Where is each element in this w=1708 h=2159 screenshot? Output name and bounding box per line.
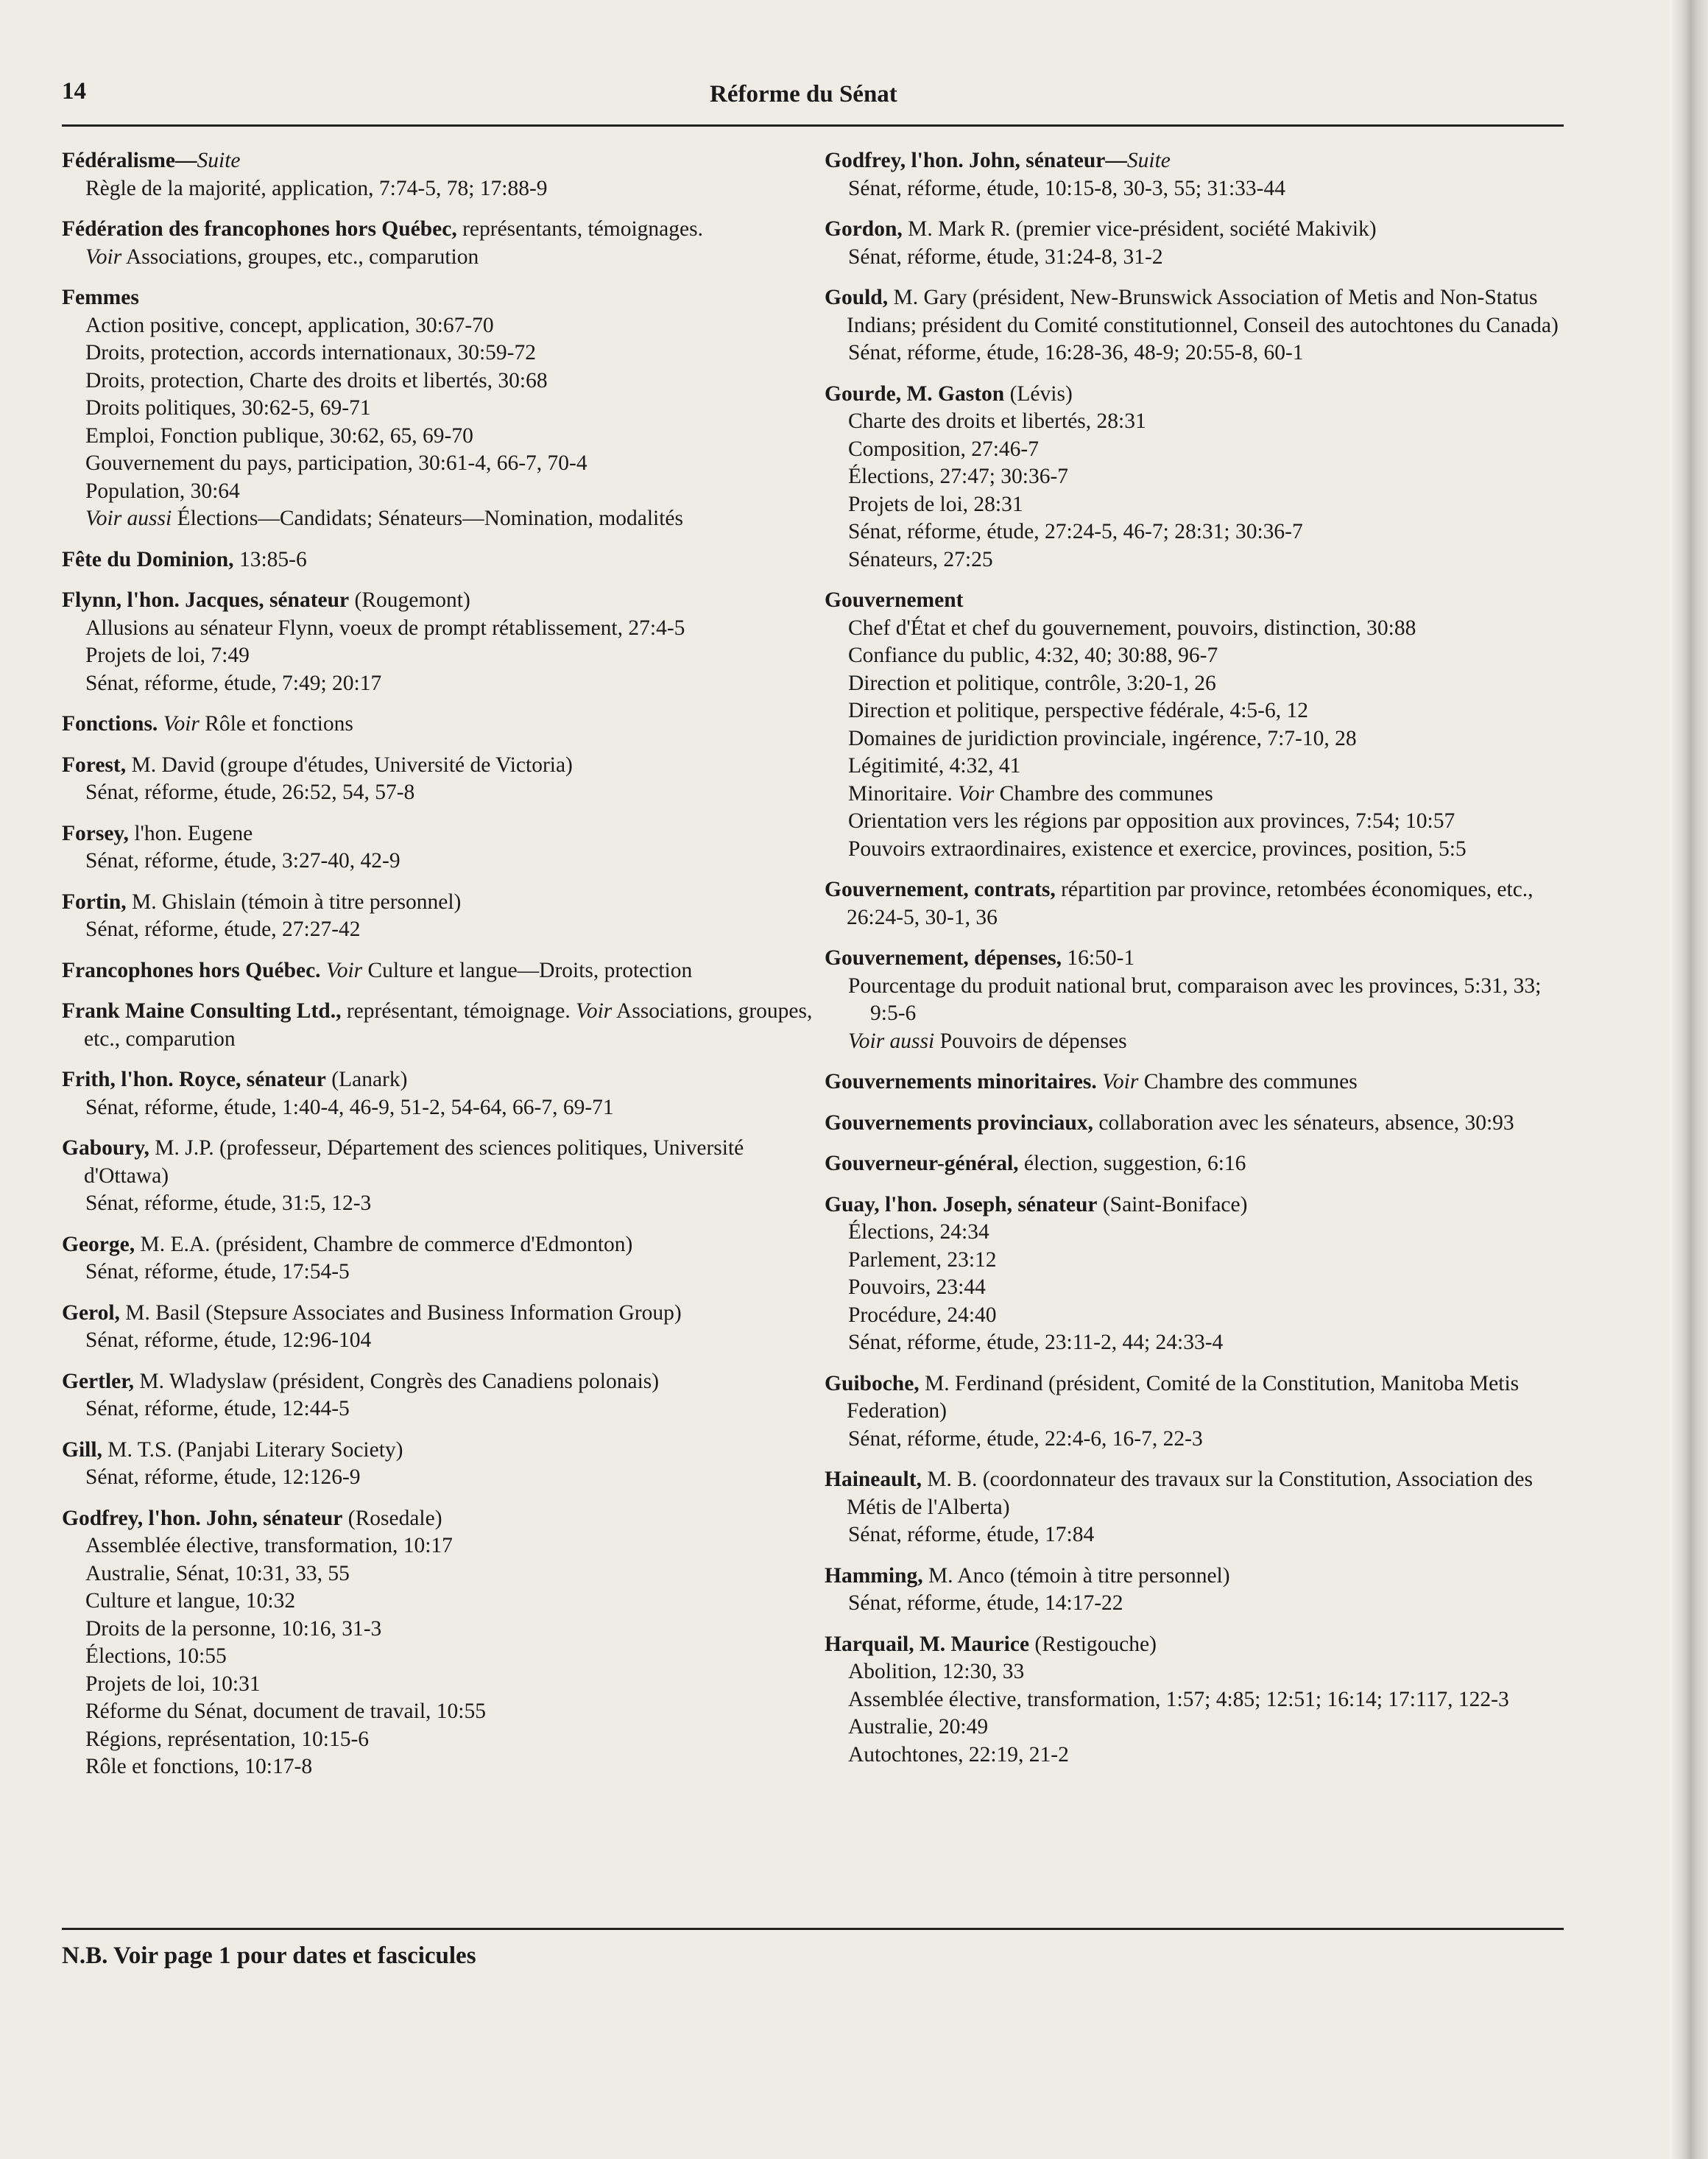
entry-text: Gouvernement du pays, participation, 30:61-4, 66-7, 70-4 [85, 451, 587, 475]
subentry [825, 1219, 1568, 1247]
subentry [62, 505, 816, 533]
index-entry [62, 1437, 816, 1492]
subentry [62, 1094, 816, 1122]
entry-text: Procédure, 24:40 [848, 1303, 997, 1327]
subentry [825, 1521, 1568, 1549]
subentry [62, 848, 816, 876]
entry-text: M. B. (coordonnateur des travaux sur la Constitution, Association des Métis de l'Alberta) [847, 1468, 1533, 1519]
index-entry [825, 1110, 1568, 1138]
entry-text: Assemblée élective, transformation, 1:57; 4:85; 12:51; 16:14; 17:117, 122-3 [848, 1687, 1509, 1711]
index-entry [825, 381, 1568, 574]
entry-heading [62, 546, 816, 574]
subentry [62, 450, 816, 478]
subentry [825, 463, 1568, 491]
entry-text: Abolition, 12:30, 33 [848, 1660, 1025, 1683]
cross-reference-label: Voir aussi [848, 1029, 935, 1053]
subentry [62, 670, 816, 698]
cross-reference-label: Voir [1102, 1070, 1139, 1093]
subentry [825, 1028, 1568, 1056]
index-entry [62, 711, 816, 739]
entry-term: Gourde, M. Gaston [825, 381, 1005, 406]
entry-term: Fortin, [62, 890, 127, 914]
index-entry [62, 1135, 816, 1218]
subentry [825, 753, 1568, 781]
cross-reference-label: Voir [163, 712, 200, 736]
entry-text: Associations, groupes, etc., comparution [84, 999, 813, 1051]
entry-term: Frith, l'hon. Royce, sénateur [62, 1068, 326, 1091]
entry-heading [62, 1437, 816, 1465]
index-entry [62, 1300, 816, 1355]
subentry [825, 1741, 1568, 1769]
subentry [62, 615, 816, 643]
entry-text: (Rougemont) [349, 588, 470, 612]
index-entry [62, 1505, 816, 1781]
entry-heading [62, 752, 816, 780]
entry-text: Composition, 27:46-7 [848, 437, 1039, 461]
entry-text: Droits de la personne, 10:16, 31-3 [85, 1616, 382, 1641]
entry-heading [825, 147, 1568, 175]
entry-term: Forsey, [62, 821, 129, 845]
subentry [62, 1190, 816, 1218]
entry-text: Pouvoirs, 23:44 [848, 1275, 986, 1299]
entry-text: Sénat, réforme, étude, 31:5, 12-3 [85, 1191, 372, 1215]
index-entry [62, 957, 816, 985]
entry-text: M. David (groupe d'études, Université de Victoria) [126, 753, 573, 777]
entry-text: Sénat, réforme, étude, 12:44-5 [85, 1397, 350, 1420]
entry-text: Chambre des communes [994, 781, 1213, 806]
subentry [62, 779, 816, 807]
entry-heading [825, 945, 1568, 973]
entry-text: Associations, groupes, etc., comparution [121, 244, 479, 269]
index-entry [825, 1466, 1568, 1549]
footer-rule [62, 1928, 1564, 1930]
index-entry [825, 876, 1568, 931]
subentry [825, 1714, 1568, 1741]
entry-text: Sénat, réforme, étude, 10:15-8, 30-3, 55; 31:33-44 [848, 176, 1285, 200]
entry-heading [825, 876, 1568, 931]
entry-heading [825, 216, 1568, 244]
entry-text: Projets de loi, 28:31 [848, 492, 1023, 516]
subentry [62, 1464, 816, 1492]
subentry [825, 436, 1568, 464]
entry-text: Allusions au sénateur Flynn, voeux de prompt rétablissement, 27:4-5 [85, 616, 685, 640]
entry-heading [62, 1135, 816, 1190]
entry-heading [62, 889, 816, 917]
entry-text: Sénat, réforme, étude, 1:40-4, 46-9, 51-2, 54-64, 66-7, 69-71 [85, 1095, 614, 1119]
entry-term: Gouvernements minoritaires. [825, 1070, 1097, 1093]
entry-text: Légitimité, 4:32, 41 [848, 754, 1021, 778]
subentry [62, 1327, 816, 1355]
entry-text: M. Wladyslaw (président, Congrès des Canadiens polonais) [134, 1369, 660, 1393]
subentry [62, 1643, 816, 1671]
index-entry [825, 1370, 1568, 1454]
entry-term: Femmes [62, 286, 139, 309]
entry-text: Règle de la majorité, application, 7:74-5, 78; 17:88-9 [85, 176, 548, 200]
entry-text: Direction et politique, perspective fédérale, 4:5-6, 12 [848, 699, 1309, 722]
entry-text: (Rosedale) [342, 1506, 442, 1530]
entry-heading [62, 284, 816, 312]
index-entry [62, 587, 816, 697]
entry-term: Fédéralisme— [62, 149, 197, 172]
entry-term: Hamming, [825, 1563, 923, 1588]
subentry [62, 1671, 816, 1699]
index-entry [825, 1150, 1568, 1178]
entry-term: Gouvernements provinciaux, [825, 1110, 1093, 1135]
entry-text: (Lévis) [1004, 381, 1073, 406]
entry-text: M. E.A. (président, Chambre de commerce d'Edmonton) [135, 1232, 633, 1256]
subentry [62, 478, 816, 506]
subentry [825, 1247, 1568, 1275]
entry-text: Pouvoirs de dépenses [934, 1029, 1127, 1053]
entry-heading [62, 711, 816, 739]
subentry [62, 1753, 816, 1781]
entry-text: M. T.S. (Panjabi Literary Society) [102, 1437, 403, 1462]
entry-heading [62, 820, 816, 848]
index-entry [62, 820, 816, 876]
subentry [62, 312, 816, 340]
entry-term: Francophones hors Québec. [62, 958, 321, 982]
index-entry [825, 216, 1568, 271]
subentry [825, 615, 1568, 643]
entry-text: Domaines de juridiction provinciale, ingérence, 7:7-10, 28 [848, 726, 1357, 750]
entry-heading [825, 587, 1568, 615]
index-entry [825, 284, 1568, 367]
subentry [825, 973, 1568, 1028]
index-entry [825, 1631, 1568, 1769]
entry-term: Gould, [825, 286, 889, 309]
subentry [825, 1658, 1568, 1686]
entry-heading [62, 1300, 816, 1328]
entry-text: l'hon. Eugene [128, 821, 253, 845]
page-footer [62, 1928, 1564, 1969]
subentry [62, 339, 816, 367]
entry-heading [62, 957, 816, 985]
entry-text: Direction et politique, contrôle, 3:20-1, 26 [848, 671, 1216, 695]
subentry [62, 1616, 816, 1644]
subentry [62, 244, 816, 272]
entry-text: M. Gary (président, New-Brunswick Association of Metis and Non-Status Indians; président du Comité constitutionnel, Conseil des autochtones du Canada) [847, 286, 1559, 337]
entry-text: Sénat, réforme, étude, 12:126-9 [85, 1465, 361, 1489]
subentry [825, 642, 1568, 670]
entry-term: Haineault, [825, 1468, 922, 1491]
entry-text: Sénat, réforme, étude, 27:24-5, 46-7; 28:31; 30:36-7 [848, 520, 1303, 543]
entry-heading [825, 1466, 1568, 1521]
entry-text: Sénat, réforme, étude, 31:24-8, 31-2 [848, 244, 1163, 269]
entry-text: Sénat, réforme, étude, 26:52, 54, 57-8 [85, 781, 415, 804]
subentry [825, 244, 1568, 272]
entry-text: Rôle et fonctions [199, 712, 353, 736]
entry-heading [62, 1231, 816, 1259]
entry-heading [62, 587, 816, 615]
subentry [825, 781, 1568, 809]
entry-text: Droits politiques, 30:62-5, 69-71 [85, 396, 371, 420]
entry-term: Godfrey, l'hon. John, sénateur [62, 1506, 343, 1530]
index-entry [825, 1563, 1568, 1618]
entry-term: Gertler, [62, 1369, 135, 1393]
cross-reference-label: Voir [85, 244, 122, 269]
entry-text: 13:85-6 [233, 547, 307, 571]
footer-note: N.B. Voir page 1 pour dates et fascicules [62, 1943, 476, 1969]
entry-term: Fête du Dominion, [62, 547, 234, 571]
entry-text: Sénat, réforme, étude, 7:49; 20:17 [85, 671, 382, 695]
entry-text: Sénateurs, 27:25 [848, 547, 993, 571]
entry-text: Élections, 27:47; 30:36-7 [848, 465, 1069, 488]
index-entry [62, 284, 816, 533]
entry-text: Régions, représentation, 10:15-6 [85, 1727, 370, 1751]
entry-text: Culture et langue, 10:32 [85, 1589, 296, 1613]
index-entry [62, 889, 816, 944]
entry-text: M. Ferdinand (président, Comité de la Constitution, Manitoba Metis Federation) [847, 1371, 1520, 1423]
entry-text: Autochtones, 22:19, 21-2 [848, 1742, 1069, 1767]
entry-text: Action positive, concept, application, 30:67-70 [85, 313, 494, 337]
index-entry [825, 147, 1568, 202]
entry-term: Guay, l'hon. Joseph, sénateur [825, 1192, 1098, 1216]
entry-term: Gordon, [825, 217, 903, 241]
entry-text: Emploi, Fonction publique, 30:62, 65, 69-70 [85, 423, 473, 448]
page-number: 14 [62, 78, 86, 105]
subentry [62, 916, 816, 944]
entry-text: Sénat, réforme, étude, 14:17-22 [848, 1591, 1123, 1615]
entry-text: (Restigouche) [1029, 1632, 1157, 1656]
entry-text: Pouvoirs extraordinaires, existence et exercice, provinces, position, 5:5 [848, 837, 1467, 861]
subentry [825, 491, 1568, 519]
entry-term: Gouverneur-général, [825, 1152, 1019, 1175]
entry-heading [825, 1191, 1568, 1219]
index-entry [825, 1191, 1568, 1357]
entry-text: Projets de loi, 7:49 [85, 644, 250, 667]
page-header [62, 78, 1564, 122]
entry-term: Fédération des francophones hors Québec, [62, 217, 457, 241]
cross-reference-label: Voir [576, 999, 613, 1023]
subentry [825, 836, 1568, 864]
index-entry [62, 998, 816, 1053]
index-entry [825, 1068, 1568, 1096]
entry-term: Harquail, M. Maurice [825, 1632, 1030, 1656]
entry-term: Fonctions. [62, 712, 158, 736]
subentry [825, 1686, 1568, 1714]
entry-text: Sénat, réforme, étude, 17:84 [848, 1523, 1095, 1546]
index-entry [62, 1368, 816, 1423]
entry-text: Sénat, réforme, étude, 16:28-36, 48-9; 20:55-8, 60-1 [848, 341, 1304, 364]
entry-text: Élections—Candidats; Sénateurs—Nomination, modalités [172, 507, 683, 530]
entry-text: Élections, 24:34 [848, 1220, 989, 1244]
entry-text: Sénat, réforme, étude, 3:27-40, 42-9 [85, 849, 400, 873]
subentry [62, 1726, 816, 1754]
entry-text: Minoritaire. [848, 781, 959, 806]
subentry [62, 175, 816, 203]
entry-term: Gouvernement, contrats, [825, 878, 1056, 901]
subentry [825, 1329, 1568, 1357]
cross-reference-label: Voir [958, 781, 995, 806]
cross-reference-label: Suite [1126, 149, 1171, 172]
entry-term: George, [62, 1232, 135, 1256]
entry-text: Sénat, réforme, étude, 23:11-2, 44; 24:33-4 [848, 1331, 1224, 1354]
entry-text: Élections, 10:55 [85, 1644, 227, 1668]
entry-text: Population, 30:64 [85, 479, 240, 503]
entry-heading [825, 1150, 1568, 1178]
entry-text: Réforme du Sénat, document de travail, 10:55 [85, 1700, 486, 1723]
entry-text: collaboration avec les sénateurs, absence, 30:93 [1093, 1110, 1514, 1135]
index-entry [62, 1231, 816, 1286]
subentry [825, 408, 1568, 436]
entry-text: Culture et langue—Droits, protection [362, 958, 693, 982]
entry-text: M. Basil (Stepsure Associates and Business Information Group) [119, 1300, 682, 1325]
header-rule [62, 124, 1564, 127]
entry-text: Sénat, réforme, étude, 17:54-5 [85, 1260, 350, 1283]
subentry [825, 697, 1568, 725]
index-entry [62, 216, 816, 271]
entry-text: Charte des droits et libertés, 28:31 [848, 409, 1146, 433]
entry-heading [62, 1505, 816, 1533]
entry-heading [825, 284, 1568, 339]
subentry [825, 518, 1568, 546]
entry-text: Sénat, réforme, étude, 22:4-6, 16-7, 22-3 [848, 1426, 1203, 1451]
entry-term: Gill, [62, 1437, 102, 1462]
index-entry [62, 752, 816, 807]
entry-text: Parlement, 23:12 [848, 1247, 997, 1272]
entry-heading [825, 381, 1568, 409]
entry-heading [62, 1368, 816, 1396]
index-column-right [825, 147, 1568, 1782]
entry-text: M. Mark R. (premier vice-président, société Makivik) [902, 217, 1377, 241]
subentry [825, 175, 1568, 203]
subentry [825, 1590, 1568, 1618]
entry-text: Assemblée élective, transformation, 10:17 [85, 1534, 453, 1557]
entry-term: Frank Maine Consulting Ltd., [62, 999, 342, 1023]
entry-heading [62, 1066, 816, 1094]
subentry [62, 367, 816, 395]
entry-text: Australie, 20:49 [848, 1715, 989, 1739]
entry-text: M. J.P. (professeur, Département des sciences politiques, Université d'Ottawa) [84, 1136, 744, 1188]
entry-text: Chef d'État et chef du gouvernement, pouvoirs, distinction, 30:88 [848, 616, 1416, 640]
entry-term: Gouvernement, dépenses, [825, 946, 1062, 970]
subentry [62, 1560, 816, 1588]
entry-term: Forest, [62, 753, 127, 777]
subentry [825, 546, 1568, 574]
subentry [825, 725, 1568, 753]
subentry [825, 1426, 1568, 1454]
subentry [825, 808, 1568, 836]
entry-text: Projets de loi, 10:31 [85, 1672, 261, 1696]
entry-text: répartition par province, retombées économiques, etc., 26:24-5, 30-1, 36 [847, 878, 1534, 929]
subentry [825, 1302, 1568, 1330]
entry-heading [825, 1631, 1568, 1659]
entry-text: Confiance du public, 4:32, 40; 30:88, 96-7 [848, 644, 1218, 667]
entry-text: Droits, protection, accords internationaux, 30:59-72 [85, 341, 536, 364]
entry-heading [825, 1068, 1568, 1096]
entry-text: (Lanark) [325, 1068, 408, 1091]
cross-reference-label: Suite [197, 149, 241, 172]
cross-reference-label: Voir [325, 958, 363, 982]
index-entry [825, 587, 1568, 863]
entry-text: Australie, Sénat, 10:31, 33, 55 [85, 1561, 350, 1585]
entry-heading [62, 147, 816, 175]
entry-text [158, 712, 163, 736]
index-entry [62, 546, 816, 574]
subentry [825, 670, 1568, 698]
running-title: Réforme du Sénat [710, 81, 897, 108]
entry-text: Sénat, réforme, étude, 27:27-42 [85, 918, 361, 941]
subentry [62, 1395, 816, 1423]
subentry [825, 1274, 1568, 1302]
subentry [62, 642, 816, 670]
entry-text: représentant, témoignage. [341, 999, 576, 1023]
entry-text: Rôle et fonctions, 10:17-8 [85, 1755, 313, 1778]
index-column-left [62, 147, 816, 1795]
entry-text: Pourcentage du produit national brut, comparaison avec les provinces, 5:31, 33; 9:5-6 [848, 973, 1542, 1025]
entry-text: Chambre des communes [1138, 1070, 1358, 1093]
index-entry [825, 945, 1568, 1055]
entry-text: Orientation vers les régions par opposition aux provinces, 7:54; 10:57 [848, 809, 1455, 833]
subentry [825, 339, 1568, 367]
entry-text: 16:50-1 [1062, 946, 1135, 970]
subentry [62, 395, 816, 423]
entry-heading [825, 1563, 1568, 1591]
entry-term: Godfrey, l'hon. John, sénateur— [825, 149, 1127, 172]
cross-reference-label: Voir aussi [85, 507, 172, 530]
entry-text: élection, suggestion, 6:16 [1018, 1152, 1246, 1175]
entry-text: représentants, témoignages. [456, 217, 703, 241]
entry-text: (Saint-Boniface) [1097, 1192, 1248, 1216]
book-spine-edge [1670, 0, 1708, 2159]
entry-term: Guiboche, [825, 1371, 920, 1395]
entry-text [321, 959, 326, 982]
index-entry [62, 147, 816, 202]
entry-heading [62, 998, 816, 1053]
entry-text: M. Ghislain (témoin à titre personnel) [126, 890, 462, 914]
index-entry [62, 1066, 816, 1121]
entry-term: Gaboury, [62, 1136, 149, 1160]
entry-term: Gerol, [62, 1300, 120, 1325]
entry-text: M. Anco (témoin à titre personnel) [922, 1563, 1230, 1588]
subentry [62, 1258, 816, 1286]
entry-heading [825, 1110, 1568, 1138]
subentry [62, 1588, 816, 1616]
subentry [62, 1698, 816, 1726]
entry-term: Flynn, l'hon. Jacques, sénateur [62, 588, 350, 612]
entry-heading [62, 216, 816, 244]
entry-term: Gouvernement [825, 588, 964, 612]
entry-heading [825, 1370, 1568, 1426]
entry-text: Sénat, réforme, étude, 12:96-104 [85, 1328, 372, 1352]
subentry [62, 1532, 816, 1560]
subentry [62, 423, 816, 451]
entry-text: Droits, protection, Charte des droits et libertés, 30:68 [85, 368, 548, 392]
